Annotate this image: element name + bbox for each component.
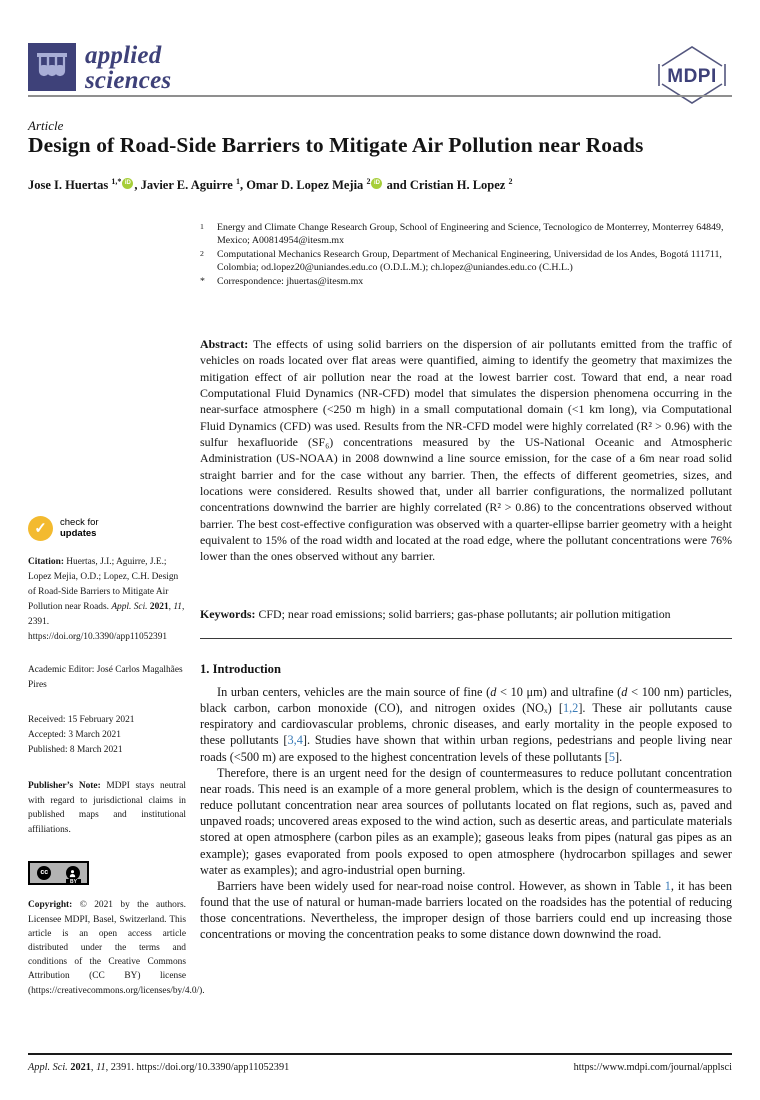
check-glyph: ✓ bbox=[34, 520, 47, 537]
footer-journal-url[interactable]: https://www.mdpi.com/journal/applsci bbox=[573, 1062, 732, 1073]
journal-logo[interactable] bbox=[28, 43, 171, 93]
updates-label: updates bbox=[60, 527, 97, 539]
header-rule bbox=[28, 95, 732, 97]
affiliation-row bbox=[200, 275, 733, 288]
accepted-date: Accepted: 3 March 2021 bbox=[28, 730, 121, 740]
check-icon bbox=[28, 516, 53, 541]
article-type-label: Article bbox=[28, 118, 64, 133]
page-title: Design of Road-Side Barriers to Mitigate Air Pollution near Roads bbox=[28, 133, 644, 157]
intro-paragraph-1: In urban centers, vehicles are the main source of fine (d < 10 μm) and ultrafine (d < 100 nm) particles, black carbon, carbon monoxide (CO), and nitrogen oxides (NOₓ) [1,2]. These air pollutants cause respiratory and cardiovascular problems, chronic diseases, and early mortality in the people exposed to these pollutants [3,4]. Studies have shown that within urban regions, pedestrians and people living near roads (<500 m) are exposed to the highest concentration levels of these pollutants [5]. bbox=[200, 685, 733, 764]
correspondence-marker: * bbox=[200, 275, 205, 287]
copyright-block: Copyright: © 2021 by the authors. Licensee MDPI, Basel, Switzerland. This article is an open access article distributed under the terms and conditions of the Creative Commons Attribution (CC BY) license (https://creativecommons.org/licenses/by/4.0/). bbox=[28, 900, 205, 996]
affiliations bbox=[200, 221, 733, 288]
introduction-body bbox=[200, 684, 732, 943]
journal-name bbox=[85, 43, 171, 93]
affiliation-text: Computational Mechanics Research Group, Department of Mechanical Engineering, Universidad de los Andes, Bogotá 111711, Colombia; od.lopez20@uniandes.edu.co (O.D.L.M.); ch.lopez@uniandes.edu.co (C.H.L.) bbox=[217, 248, 722, 274]
citation-block: Citation: Huertas, J.I.; Aguirre, J.E.; Lopez Mejia, O.D.; Lopez, C.H. Design of Road-Side Barriers to Mitigate Air Pollution near Roads. Appl. Sci. 2021, 11, 2391. https://doi.org/10.3390/app11052391 bbox=[28, 557, 185, 642]
person-icon bbox=[66, 866, 80, 880]
cc-by-license-badge[interactable] bbox=[28, 861, 89, 885]
mdpi-logo-label: MDPI bbox=[667, 66, 717, 87]
affiliation-marker: 2 bbox=[200, 248, 204, 258]
orcid-icon[interactable]: iD bbox=[122, 178, 133, 189]
dates-block bbox=[28, 713, 186, 758]
orcid-icon[interactable]: iD bbox=[371, 178, 382, 189]
by-label: BY bbox=[66, 879, 81, 885]
affiliation-row bbox=[200, 221, 733, 248]
citation-link[interactable]: 3,4 bbox=[287, 733, 303, 748]
journal-name-line2: sciences bbox=[85, 67, 172, 94]
footer-citation: Appl. Sci. 2021, 11, 2391. https://doi.org/10.3390/app11052391 bbox=[28, 1062, 290, 1073]
publisher-note: Publisher’s Note: MDPI stays neutral with regard to jurisdictional claims in published maps and institutional affiliations. bbox=[28, 781, 186, 835]
check-for-label: check for bbox=[60, 517, 99, 528]
citation-link[interactable]: 1 bbox=[664, 878, 671, 893]
footer bbox=[28, 1062, 732, 1073]
applied-sciences-test-tubes-icon bbox=[28, 43, 76, 91]
academic-editor: Academic Editor: José Carlos Magalhães Pires bbox=[28, 665, 183, 690]
affiliation-marker: 1 bbox=[200, 222, 204, 231]
sidebar bbox=[28, 516, 205, 998]
check-for-updates-label bbox=[60, 518, 99, 539]
correspondence-text: Correspondence: jhuertas@itesm.mx bbox=[217, 275, 364, 287]
footer-rule bbox=[28, 1053, 732, 1055]
cc-icon: cc bbox=[37, 866, 51, 880]
abstract: Abstract: The effects of using solid barriers on the dispersion of air pollutants emitted from the traffic of vehicles on roads located over flat areas were quantified, aiming to identify the geometry that maximizes the mitigation effect of air pollution near the road at the lowest barrier cost. Toward that end, a near road Computational Fluid Dynamics (NR-CFD) model that simulates the dispersion phenomena occurring in the near-surface atmosphere (<250 m high) in a small computational domain (<1 km long), via Computational Fluid Dynamics (CFD) was used. Results from the NR-CFD model were highly correlated (R² > 0.96) with the sulfur hexafluoride (SF₆) concentrations measured by the US-National Oceanic and Atmospheric Administration (US-NOAA) in 2008 downwind a line source emission, for the case of a 6m near road solid straight barrier and for the case without any barrier. Then, the effects of different geometries, sizes, and locations were considered. Results showed that, under all barrier configurations, the normalized pollutant concentrations downwind the barrier are highly correlated (R² > 0.86) to the concentrations observed without barrier. The best cost-effective configuration was observed with a quarter-ellipse barrier geometry with a height equivalent to 15% of the road width and located at the road edge, where the pollutant concentrations were 76% lower than the ones observed without any barrier. bbox=[200, 337, 732, 564]
keywords: Keywords: CFD; near road emissions; solid barriers; gas-phase pollutants; air pollution mitigation bbox=[200, 607, 671, 621]
affiliation-text: Energy and Climate Change Research Group, School of Engineering and Science, Tecnologico de Monterrey, Monterrey 64849, Mexico; A00814954@itesm.mx bbox=[217, 222, 724, 247]
published-date: Published: 8 March 2021 bbox=[28, 745, 123, 755]
citation-link[interactable]: 5 bbox=[608, 749, 616, 764]
section-heading-introduction: 1. Introduction bbox=[200, 662, 281, 676]
keywords-divider bbox=[200, 638, 732, 639]
check-for-updates-button[interactable] bbox=[28, 516, 186, 541]
citation-link[interactable]: 1,2 bbox=[562, 701, 579, 716]
affiliation-row bbox=[200, 248, 733, 275]
intro-paragraph-3: Barriers have been widely used for near-road noise control. However, as shown in Table 1, it has been found that the use of natural or human-made barriers located on the roadsides has the potential of reducing those concentrations. Nevertheless, the improper design of those barriers could end up increasing those concentrations or moving the concentration peaks to some distance down downwind the road. bbox=[200, 878, 732, 942]
intro-paragraph-2: Therefore, there is an urgent need for the design of countermeasures to reduce pollutant concentration near roads. This need is an example of a more general problem, which is the design of countermeasures to reduce pollutant concentration near area sources of pollutants located on flat regions, such as, paved and unpaved roads; uncovered areas exposed to the wind action, such as desertic areas, and particulate materials stored at open atmosphere (carbon piles as an example); gaseous leaks from pipes (natural gas pipes as an example); gases evaporated from pools exposed to open atmosphere (hydrocarbon spillages and sewer water as examples); and agro-industrial open burning. bbox=[200, 765, 732, 877]
received-date: Received: 15 February 2021 bbox=[28, 715, 135, 725]
journal-name-line1: applied bbox=[85, 42, 162, 69]
authors-line: Jose I. Huertas $^{1,*}$ iD , Javier E. Aguirre $^1$, Omar D. Lopez Mejia $^2$ iD and Cristian H. Lopez $^2$ bbox=[28, 177, 513, 193]
